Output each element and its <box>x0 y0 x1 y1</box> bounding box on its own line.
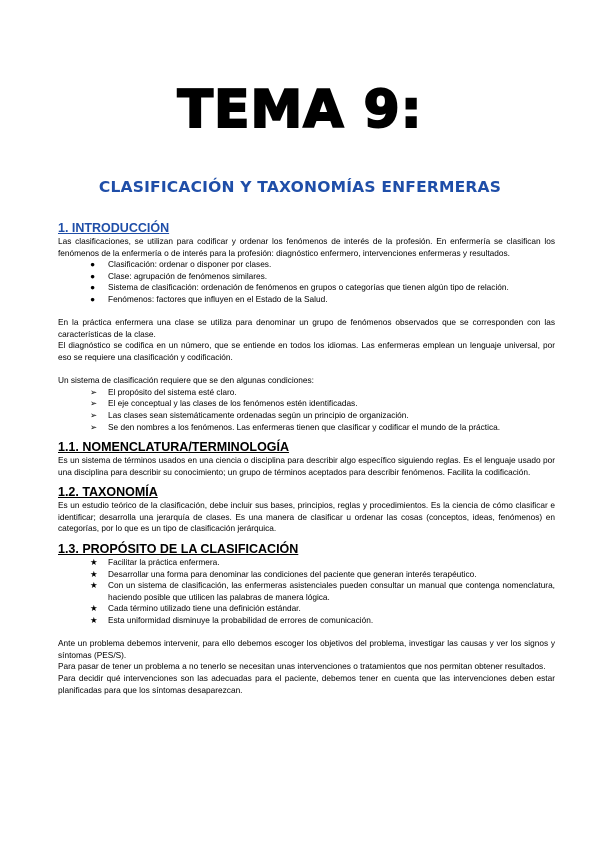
star-icon: ★ <box>90 568 98 579</box>
list-item: ★ Cada término utilizado tiene una definición estándar. <box>90 603 301 614</box>
section-heading-introduccion: 1. INTRODUCCIÓN <box>58 221 170 235</box>
document-body <box>58 220 555 696</box>
paragraph: Para pasar de tener un problema a no tenerlo se necesitan unas intervenciones o tratamientos que nos permitan obtener resultados. <box>58 661 546 672</box>
list-item: ● Fenómenos: factores que influyen en el Estado de la Salud. <box>90 293 328 304</box>
star-icon: ★ <box>90 580 98 591</box>
paragraph: Un sistema de clasificación requiere que se den algunas condiciones: <box>58 375 314 386</box>
section-heading-taxonomia: 1.2. TAXONOMÍA <box>58 485 158 500</box>
bullet-icon: ● <box>90 259 96 270</box>
arrow-icon: ➢ <box>90 398 97 409</box>
list-item: ★ Desarrollar una forma para denominar las condiciones del paciente que generan interés terapéutico. <box>90 568 477 579</box>
list-item: ➢ El propósito del sistema esté claro. <box>90 386 237 397</box>
paragraph: En la práctica enfermera una clase se utiliza para denominar un grupo de fenómenos observados que se corresponden con las características de la clase. <box>58 317 555 339</box>
definitions-list <box>58 259 555 305</box>
conditions-list <box>58 387 555 433</box>
star-icon: ★ <box>90 615 98 626</box>
intro-paragraph: Las clasificaciones, se utilizan para codificar y ordenar los fenómenos de interés de la profesión. En enfermería se clasifican los fenómenos de la enfermería o de interés para la profesión: diagnóstico enfermero, intervenciones enfermeras y resultados. <box>58 236 555 258</box>
paragraph: Es un sistema de términos usados en una ciencia o disciplina para describir algo específico siguiendo reglas. Es el lenguaje usado por una disciplina para describir su conocimiento; un grupo de términos aceptados para describir fenómenos. Facilita la codificación. <box>58 455 555 477</box>
bullet-icon: ● <box>90 293 96 304</box>
list-item: ● Sistema de clasificación: ordenación de fenómenos en grupos o categorías que tienen algún tipo de relación. <box>90 282 509 293</box>
section-heading-proposito: 1.3. PROPÓSITO DE LA CLASIFICACIÓN <box>58 542 299 557</box>
bullet-icon: ● <box>90 270 96 281</box>
paragraph: Ante un problema debemos intervenir, para ello debemos escoger los objetivos del problema, investigar las causas y ver los signos y síntomas (PES/S). <box>58 638 555 660</box>
arrow-icon: ➢ <box>90 409 97 420</box>
bullet-icon: ● <box>90 282 96 293</box>
section-heading-nomenclatura: 1.1. NOMENCLATURA/TERMINOLOGÍA <box>58 440 290 455</box>
list-item: ➢ Se den nombres a los fenómenos. Las enfermeras tienen que clasificar y codificar el mundo de la práctica. <box>90 421 501 432</box>
paragraph: El diagnóstico se codifica en un número, que se entiende en todos los idiomas. Las enfermeras emplean un lenguaje universal, por eso se requiere una clasificación y codificación. <box>58 340 555 362</box>
arrow-icon: ➢ <box>90 421 97 432</box>
purpose-list <box>58 557 555 627</box>
arrow-icon: ➢ <box>90 386 97 397</box>
list-item: ★ Con un sistema de clasificación, las enfermeras asistenciales pueden consultar un manual que contenga nomenclatura, haciendo posible que utilicen las palabras de manera lógica. <box>90 580 555 602</box>
list-item: ★ Facilitar la práctica enfermera. <box>90 557 220 568</box>
paragraph: Para decidir qué intervenciones son las adecuadas para el paciente, debemos tener en cuenta que las intervenciones deben estar planificadas para que los síntomas desaparezcan. <box>58 673 555 695</box>
star-icon: ★ <box>90 603 98 614</box>
page-subtitle: CLASIFICACIÓN Y TAXONOMÍAS ENFERMERAS <box>98 178 502 196</box>
paragraph: Es un estudio teórico de la clasificación, debe incluir sus bases, principios, reglas y procedimientos. Es la ciencia de cómo clasificar e identificar; desarrolla una jerarquía de clases. Es una manera de clasificar u ordenar las cosas (conceptos, ideas, fenómenos) en categorías, por lo que es un tipo de clasificación jerárquica. <box>58 500 555 534</box>
list-item: ● Clase: agrupación de fenómenos similares. <box>90 270 268 281</box>
page-title: TEMA 9: <box>177 80 423 140</box>
list-item: ➢ Las clases sean sistemáticamente ordenadas según un principio de organización. <box>90 409 409 420</box>
list-item: ➢ El eje conceptual y las clases de los fenómenos estén identificadas. <box>90 398 358 409</box>
list-item: ● Clasificación: ordenar o disponer por clases. <box>90 259 272 270</box>
list-item: ★ Esta uniformidad disminuye la probabilidad de errores de comunicación. <box>90 615 374 626</box>
star-icon: ★ <box>90 557 98 568</box>
